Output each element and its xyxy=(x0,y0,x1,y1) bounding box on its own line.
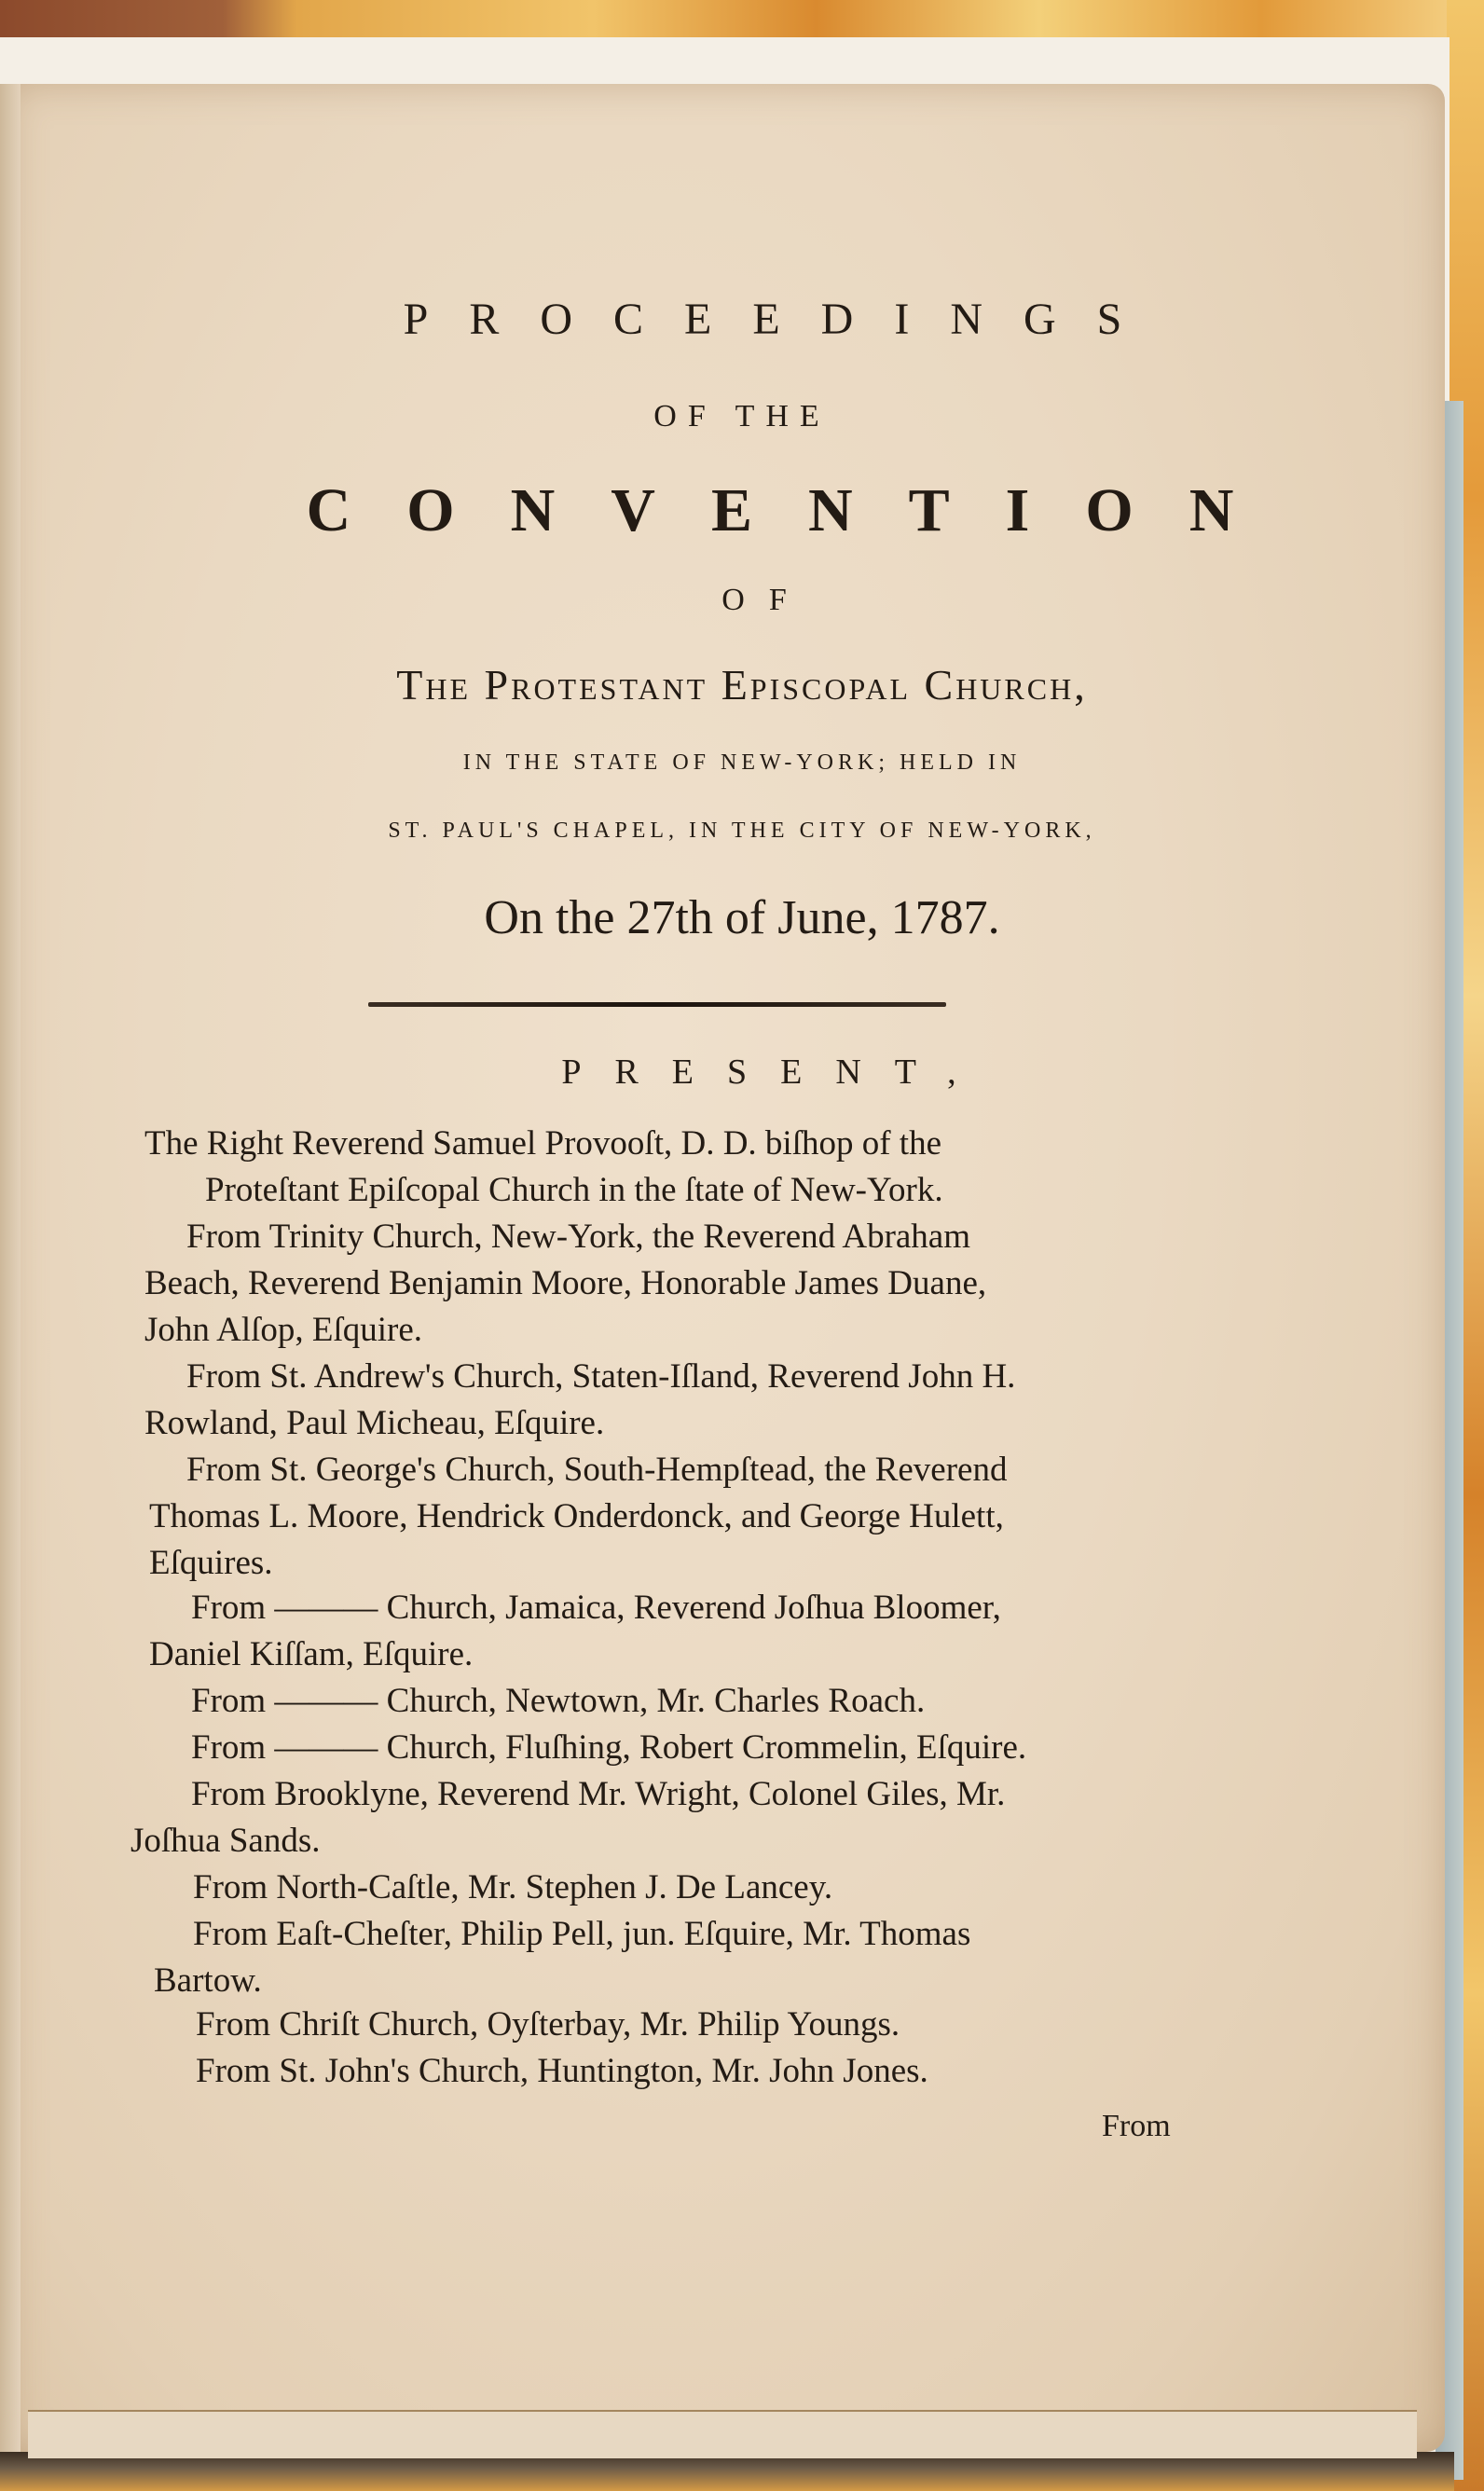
body-line: Daniel Kiſſam, Eſquire. xyxy=(149,1635,474,1673)
subtitle-chapel: ST. PAUL'S CHAPEL, IN THE CITY OF NEW-YORK, xyxy=(388,819,1096,843)
title-proceedings: PROCEEDINGS xyxy=(403,295,1163,344)
body-line: Beach, Reverend Benjamin Moore, Honorable James Duane, xyxy=(144,1264,987,1302)
tattered-bottom-edge xyxy=(28,2410,1417,2458)
section-heading-present: PRESENT, xyxy=(561,1053,990,1092)
body-line: From Trinity Church, New-York, the Reverend Abraham xyxy=(186,1218,971,1256)
page-gutter xyxy=(0,84,21,2452)
body-line: Proteſtant Epiſcopal Church in the ſtate of New-York. xyxy=(205,1171,943,1209)
body-line: From St. John's Church, Huntington, Mr. John Jones. xyxy=(196,2052,928,2090)
body-line: Eſquires. xyxy=(149,1544,273,1582)
body-line: From St. George's Church, South-Hempſtead, the Reverend xyxy=(186,1451,1008,1489)
body-line: From ——— Church, Jamaica, Reverend Joſhua Bloomer, xyxy=(191,1589,1001,1627)
body-line: From Chriſt Church, Oyſterbay, Mr. Philip Youngs. xyxy=(196,2005,900,2044)
date-line: On the 27th of June, 1787. xyxy=(484,891,1000,944)
body-line: Rowland, Paul Micheau, Eſquire. xyxy=(144,1404,605,1442)
body-line: From North-Caſtle, Mr. Stephen J. De Lancey. xyxy=(193,1868,833,1906)
marbled-cover-top xyxy=(0,0,1484,37)
body-line: Thomas L. Moore, Hendrick Onderdonck, and George Hulett, xyxy=(149,1497,1004,1535)
title-convention: CONVENTION xyxy=(306,476,1290,544)
body-line: From Eaſt-Cheſter, Philip Pell, jun. Eſquire, Mr. Thomas xyxy=(193,1915,971,1953)
body-line: Bartow. xyxy=(154,1961,262,2000)
catchword: From xyxy=(1102,2109,1171,2143)
title-of: OF xyxy=(721,583,811,617)
body-line: Joſhua Sands. xyxy=(131,1822,321,1860)
horizontal-rule xyxy=(368,1002,946,1007)
body-line: From ——— Church, Fluſhing, Robert Crommelin, Eſquire. xyxy=(191,1728,1027,1767)
title-church-name: The Protestant Episcopal Church, xyxy=(396,661,1088,709)
body-line: From Brooklyne, Reverend Mr. Wright, Colonel Giles, Mr. xyxy=(191,1775,1006,1813)
body-line: From ——— Church, Newtown, Mr. Charles Roach. xyxy=(191,1682,926,1720)
body-line: John Alſop, Eſquire. xyxy=(144,1311,423,1349)
subtitle-state: IN THE STATE OF NEW-YORK; HELD IN xyxy=(462,750,1022,775)
body-line: From St. Andrew's Church, Staten-Iſland, Reverend John H. xyxy=(186,1357,1016,1396)
body-line: The Right Reverend Samuel Provooſt, D. D. biſhop of the xyxy=(144,1124,941,1163)
title-of-the: OF THE xyxy=(653,399,831,434)
